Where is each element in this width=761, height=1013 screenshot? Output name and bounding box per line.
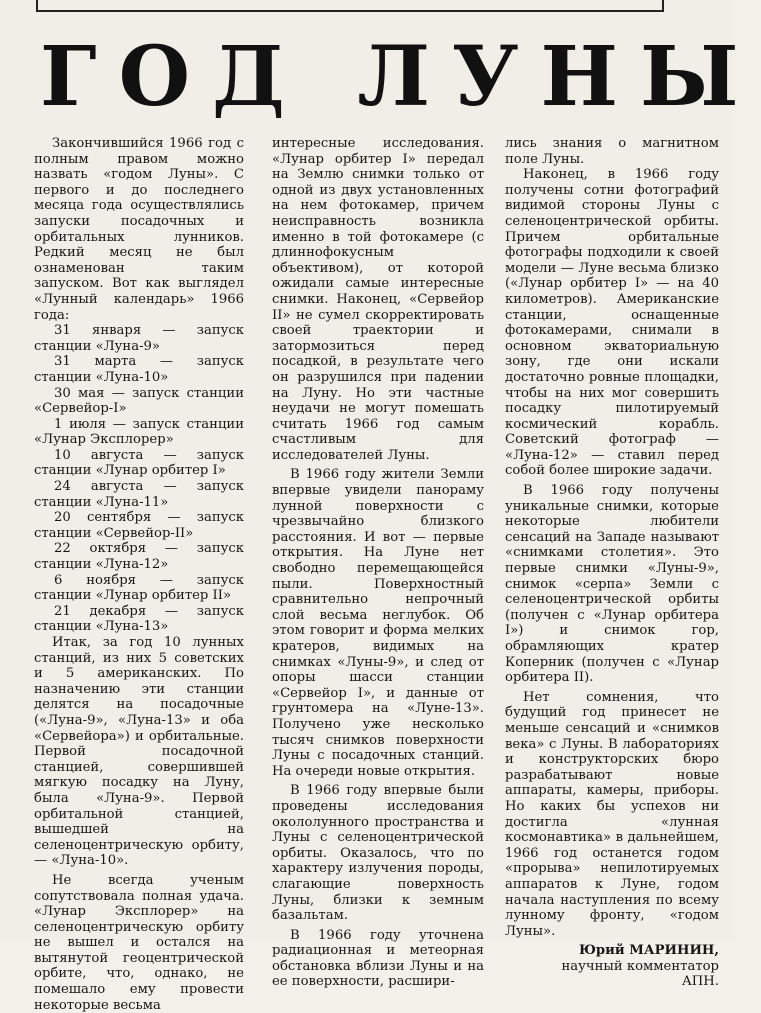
calendar-entry: 30 мая — запуск станции «Сервейор-I» <box>34 385 244 417</box>
author-name: Юрий МАРИНИН, <box>578 943 719 959</box>
author-role: научный комментатор <box>561 958 719 974</box>
calendar-entry: 1 июля — запуск станции «Лунар Эксплорер» <box>34 416 244 448</box>
top-rule <box>36 10 664 12</box>
column-3 <box>505 136 719 990</box>
body-paragraph: интересные исследования. «Лунар орбитер I» передал на Землю снимки только от одной из двух установленных на нем фотокамер, причем неисправность возникла именно в той фотокамере (с длиннофокусным объективом), от которой ожидали самые интересные снимки. Наконец, «Сервейор II» не сумел скорректировать своей траектории и затормозиться перед посадкой, в результате чего он разрушился при падении на Луну. Но эти частные неудачи не могут помешать считать 1966 год самым счастливым для исследователей Луны. <box>272 136 484 463</box>
body-paragraph: Наконец, в 1966 году получены сотни фотографий видимой стороны Луны с селеноцентрической орбиты. Причем орбитальные фотографы подходили к своей модели — Луне весьма близко («Лунар орбитер I» — на 40 километров). Американские станции, оснащенные фотокамерами, снимали в основном экваториальную зону, где они искали достаточно ровные площадки, чтобы на них мог совершить посадку пилотируемый космический корабль. Советский фотограф — «Луна-12» — ставил перед собой более широкие задачи. <box>505 167 719 479</box>
calendar-entry: 21 декабря — запуск станции «Луна-13» <box>34 603 244 635</box>
body-paragraph: лись знания о магнитном поле Луны. <box>505 136 719 167</box>
body-paragraph: Нет сомнения, что будущий год принесет не меньше сенсаций и «снимков века» с Луны. В лабораториях и конструкторских бюро разрабатывают новые аппараты, камеры, приборы. Но каких бы успехов ни достигла «лунная космонавтика» в дальнейшем, 1966 год останется годом «прорыва» непилотируемых аппаратов к Луне, годом начала наступления по всему лунному фронту, «годом Луны». <box>505 689 719 939</box>
body-paragraph: В 1966 году впервые были проведены исследования окололунного пространства и Луны с селеноцентрической орбиты. Оказалось, что по характеру излучения породы, слагающие поверхность Луны, близки к земным базальтам. <box>272 783 484 924</box>
top-rule-right-tick <box>662 0 664 12</box>
intro-paragraph: Закончившийся 1966 год с полным правом можно назвать «годом Луны». С первого и до последнего месяца года осуществлялись запуски посадочных и орбитальных лунников. Редкий месяц не был ознаменован таким запуском. Вот как выглядел «Лунный календарь» 1966 года: <box>34 136 244 323</box>
body-paragraph: В 1966 году жители Земли впервые увидели панораму лунной поверхности с чрезвычайно близкого расстояния. И вот — первые открытия. На Луне нет свободно перемещающейся пыли. Поверхностный сравнительно непрочный слой весьма неглубок. Об этом говорит и форма мелких кратеров, видимых на снимках «Луны-9», и след от опоры шасси станции «Сервейор I», и данные от грунтомера на «Луне-13». Получено уже несколько тысяч снимков поверхности Луны с посадочных станций. На очереди новые открытия. <box>272 467 484 779</box>
calendar-entry: 6 ноября — запуск станции «Лунар орбитер II» <box>34 572 244 604</box>
body-paragraph: В 1966 году получены уникальные снимки, которые некоторые любители сенсаций на Западе называют «снимками столетия». Это первые снимки «Луны-9», снимок «серпа» Земли с селеноцентрической орбиты (получен с «Лунар орбитера I») и снимок гор, обрамляющих кратер Коперник (получен с «Лунар орбитера II). <box>505 483 719 686</box>
column-1 <box>34 136 244 1013</box>
calendar-entry: 31 марта — запуск станции «Луна-10» <box>34 354 244 385</box>
body-paragraph: В 1966 году уточнена радиационная и метеорная обстановка вблизи Луны и на ее поверхности, расшири- <box>272 927 484 990</box>
calendar-entry: 22 октября — запуск станции «Луна-12» <box>34 541 244 573</box>
author-agency: АПН. <box>681 974 719 990</box>
calendar-entry: 24 августа — запуск станции «Луна-11» <box>34 479 244 510</box>
top-rule-left-tick <box>36 0 38 12</box>
calendar-entry: 20 сентября — запуск станции «Сервейор-II» <box>34 510 244 541</box>
calendar-entry: 31 января — запуск станции «Луна-9» <box>34 323 244 354</box>
lunar-calendar-list <box>34 323 244 635</box>
body-paragraph: Итак, за год 10 лунных станций, из них 5 советских и 5 американских. По назначению эти станции делятся на посадочные («Луна-9», «Луна-13» и оба «Сервейора») и орбитальные. Первой посадочной станцией, совершившей мягкую посадку на Луну, была «Луна-9». Первой орбитальной станцией, вышедшей на селеноцентрическую орбиту, — «Луна-10». <box>34 635 244 869</box>
calendar-entry: 10 августа — запуск станции «Лунар орбитер I» <box>34 447 244 479</box>
author-signature <box>505 943 719 990</box>
column-2 <box>272 136 484 990</box>
body-paragraph: Не всегда ученым сопутствовала полная удача. «Лунар Эксплорер» на селеноцентрическую орбиту не вышел и остался на вытянутой геоцентрической орбите, что, однако, не помешало ему провести некоторые весьма <box>34 872 244 1013</box>
headline: ГОД ЛУНЫ <box>40 29 761 125</box>
